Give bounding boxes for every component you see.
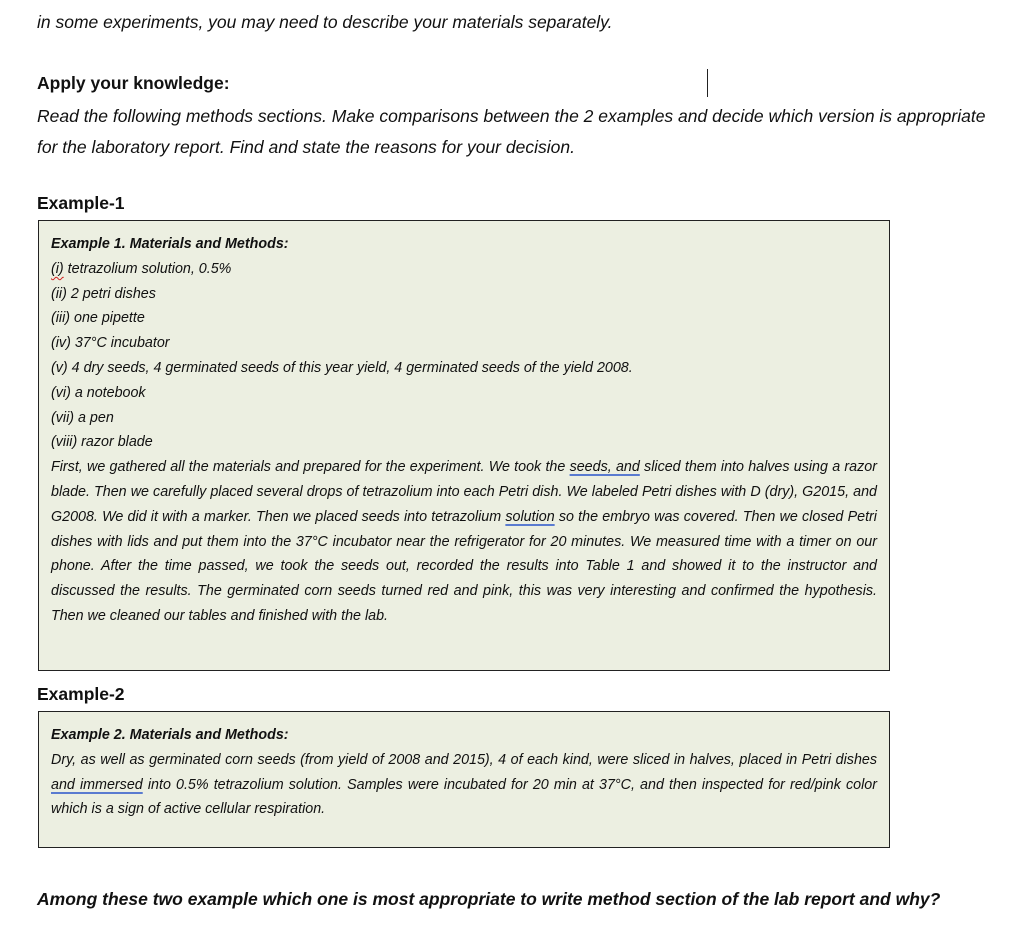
intro-line: in some experiments, you may need to describe your materials separately. [37,12,613,32]
example1-title: Example 1. Materials and Methods: [51,236,289,252]
item-prefix: (vii) [51,409,75,426]
para-segment: so the embryo was covered. Then we closed Petri dishes with lids and put them into the 37°C incubator near the refrigerator for 20 minutes. We measured time with a timer on our phone. After the time passed, we took the seeds out, recorded the results into Table 1 and showed it to the instructor and discussed the results. The germinated corn seeds turned red and pink, this was very interesting and confirmed the hypothesis. Then we cleaned our tables and finished with the lab. [51,508,877,624]
list-item [51,331,877,356]
para-segment: into 0.5% tetrazolium solution. Samples were incubated for 20 min at 37°C, and then inspected for red/pink color which is a sign of active cellular respiration. [51,776,877,818]
item-text: tetrazolium solution, 0.5% [63,260,232,277]
list-item [51,257,877,282]
para-segment: First, we gathered all the materials and prepared for the experiment. We took the [51,459,570,476]
example2-box [38,711,890,848]
list-item [51,381,877,406]
para-segment: Dry, as well as germinated corn seeds (from yield of 2008 and 2015), 4 of each kind, were sliced in halves, placed in Petri dishes [51,751,877,768]
item-prefix: (iv) [51,335,71,352]
example2-paragraph [51,748,877,822]
example2-label: Example-2 [37,684,125,704]
example1-label: Example-1 [37,193,125,213]
item-text: razor blade [77,434,153,451]
item-text: 4 dry seeds, 4 germinated seeds of this year yield, 4 germinated seeds of the yield 2008. [67,359,633,376]
question-text: Among these two example which one is most appropriate to write method section of the lab report and why? [37,889,941,909]
list-item [51,356,877,381]
item-prefix: (i) [51,260,64,277]
item-text: a pen [74,409,114,426]
item-text: one pipette [70,310,145,327]
example1-box [38,220,890,671]
item-prefix: (ii) [51,285,67,302]
grammar-flag: and immersed [51,776,143,793]
grammar-flag: solution [505,508,555,525]
list-item [51,406,877,431]
item-prefix: (viii) [51,434,78,451]
example1-paragraph [51,455,877,629]
instructions-paragraph: Read the following methods sections. Make comparisons between the 2 examples and decide which version is appropriate for the laboratory report. Find and state the reasons for your decision. [37,106,986,157]
example2-title: Example 2. Materials and Methods: [51,727,289,743]
apply-heading: Apply your knowledge: [37,73,230,93]
item-text: 2 petri dishes [66,285,156,302]
para-segment: sliced them into halves using a razor blade. Then we carefully placed several drops of tetrazolium into each Petri dish. We labeled Petri dishes with D (dry), G2015, and G2008. We did it with a marker. Then we placed seeds into tetrazolium [51,459,877,525]
item-text: a notebook [70,384,146,401]
grammar-flag: seeds, and [569,459,640,476]
list-item [51,282,877,307]
item-prefix: (iii) [51,310,71,327]
list-item [51,430,877,455]
item-text: 37°C incubator [70,335,170,352]
item-prefix: (v) [51,359,68,376]
text-cursor [707,69,708,97]
item-prefix: (vi) [51,384,71,401]
list-item [51,306,877,331]
